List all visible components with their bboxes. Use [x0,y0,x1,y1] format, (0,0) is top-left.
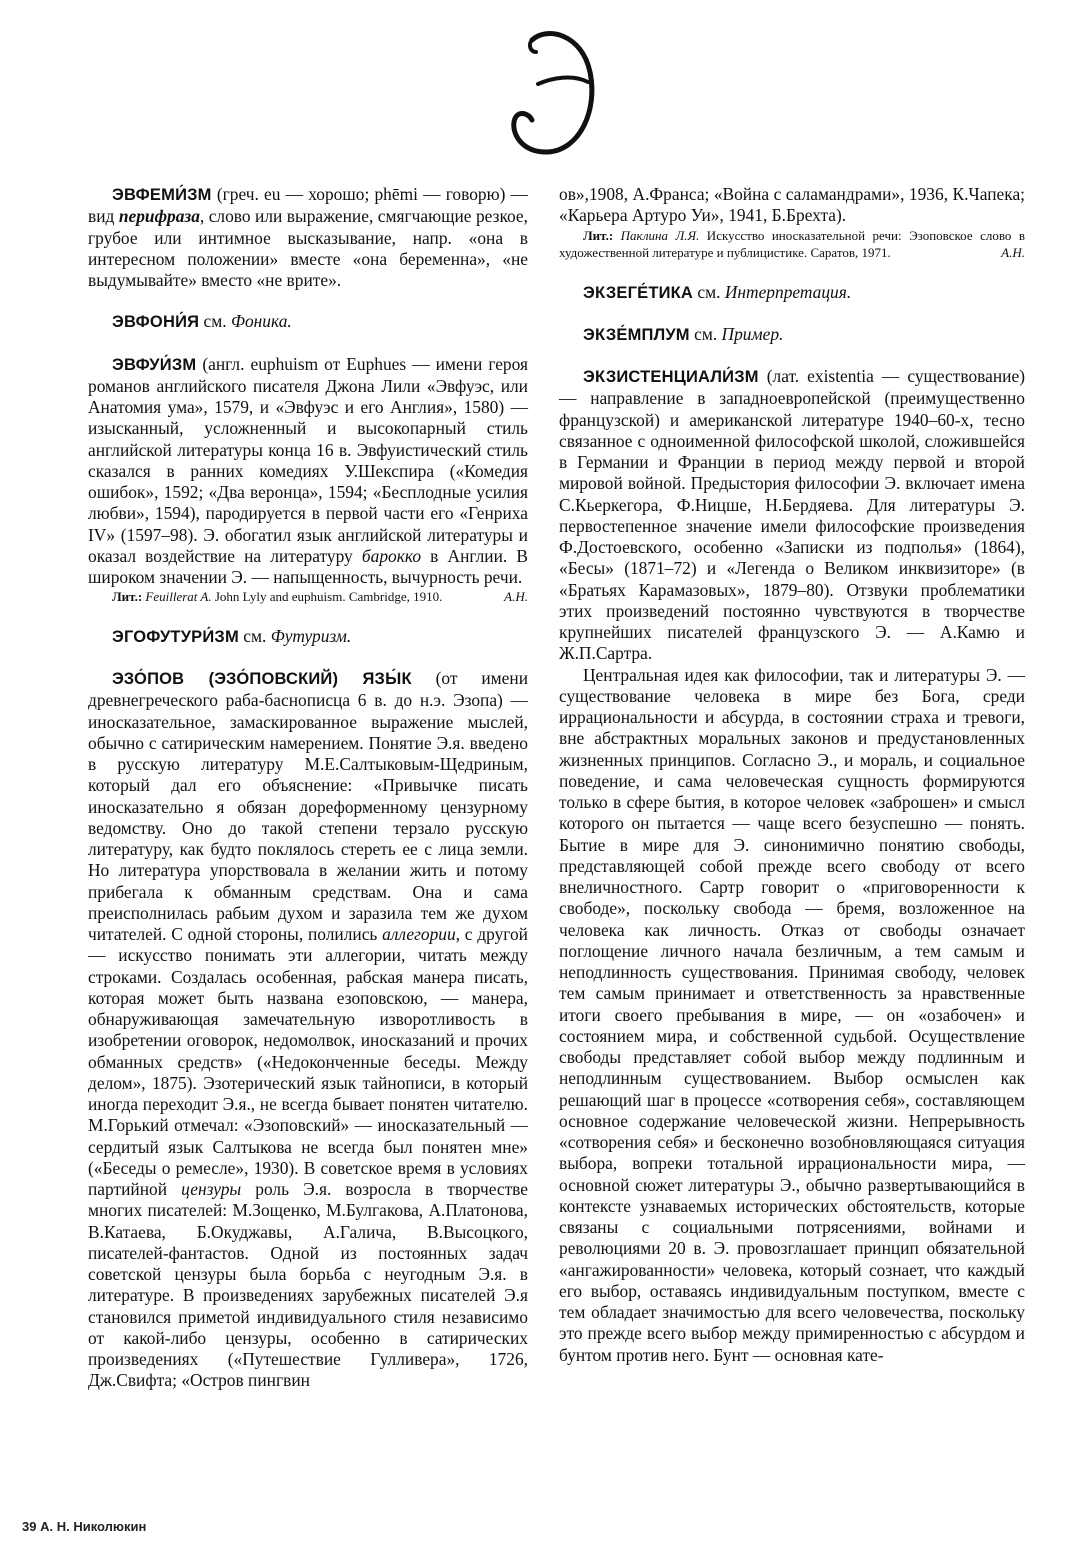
cross-ref: аллегории [382,924,456,944]
footer-author: А. Н. Николюкин [40,1519,147,1534]
entry-evfonia: ЭВФОНИ́Я см. Фоника. [112,311,292,332]
headword: ЭВФЕМИ́ЗМ [112,186,212,204]
headword: ЭГОФУТУРИ́ЗМ [112,627,239,646]
see-reference: Футуризм. [270,625,352,646]
see-reference: Интерпретация. [724,281,852,302]
entry-evfuizm: ЭВФУИ́ЗМ (англ. euphuism от Euphues — имени героя романов английского писателя Джона Лили «Эвфуэс, или Анатомия ума», 1579, и «Эвфуэс и его Англия», 1580) — изысканный, усложненный и высокопарный стиль английской литературы конца 16 в. Эвфуистический стиль сказался в ранних комедиях У.Шекспира («Комедия ошибок», 1592; «Два веронца», 1594; «Бесплодные усилия любви», 1594), пародируется в первой части его «Генриха IV» (1597–98). Э. обогатил язык английской литературы и оказал воздействие на литературу барокко в Англии. В широком значении Э. — напыщенность, вычурность речи. [88,353,529,587]
headword: ЭКЗИСТЕНЦИАЛИ́ЗМ [583,368,759,386]
entry-ezopov-yazyk: ЭЗО́ПОВ (ЭЗО́ПОВСКИЙ) ЯЗЫ́К (от имени древнегреческого раба-баснописца 6 в. до н.э. Эзопа) — иносказательное, замаскированное выражение мыслей, обычно с сатирическим намерением. Понятие Э.я. введено в русскую литературу М.Е.Салтыковым-Щедриным, который дал его объяснение: «Привычке писать иносказательно я обязан дореформенному цензурному ведомству. Оно до такой степени терзало русскую литературу, как будто поклялось стереть ее с лица земли. Но литература упорствовала в желании жить и потому прибегала к обманным средствам. Она и сама преисполнилась рабьим духом и заразила тем же духом читателей. С одной стороны, полились аллегории, с другой — искусство понимать эти аллегории, читать между строками. Создалась особенная, рабская манера писать, которая может быть названа езоповскою, — манера, обнаруживающая замечательную изворотливость в изобретении оговорок, недомолвок, иносказаний и прочих обманных средств» («Недоконченные беседы. Между делом», 1875). Эзотерический язык тайнописи, в который иногда переходит Э.я., не всегда бывает понятен читателю. М.Горький отмечал: «Эзоповский» — иносказательный — сердитый язык Салтыкова не всегда был понятен мне» («Беседы о ремесле», 1930). В советское время в условиях партийной цензуры роль Э.я. возросла в творчестве многих писателей: М.Зощенко, М.Булгакова, А.Платонова, В.Катаева, Б.Окуджавы, А.Галича, В.Высоцкого, писателей-фантастов. Одной из постоянных задач советской цензуры была борьба с неугодным Э.я. в литературе. В произведениях зарубежных писателей Э.я становился приметой индивидуального стиля независимо от какой-либо цензуры, особенно в сатирических произведениях («Путешествие Гулливера», 1726, Дж.Свифта; «Остров пингвин [88,668,529,1391]
entry-ekzistencializm: ЭКЗИСТЕНЦИАЛИ́ЗМ (лат. existentia — существование) — направление в западноевропейской (преимущественно французской) и американской литературе 1940–60-х, тесно связанное с одноименной философской школой, сложившейся в Германии и Франции в период между первой и второй мировой войной. Предыстория философии Э. включает имена С.Кьеркегора, Ф.Ницше, Н.Бердяева. Для литературы Э. первостепенное значение имели философские произведения Ф.Достоевского, особенно «Записки из подполья» (1864), «Бесы» (1871–72) и «Легенда о Великом инквизиторе» (в «Братьях Карамазовых», 1879–80). Отзвуки проблематики этих произведений постоянно чувствуются в творчестве крупнейших писателей французского Э. — А.Камю и Ж.П.Сартра. [559,366,1025,664]
author-signature: А.Н. [1001,245,1025,260]
see-reference: Фоника. [230,311,292,332]
literature-note: Лит.: Feuillerat A. John Lyly and euphuism. Cambridge, 1910. А.Н. [112,589,528,605]
entry-egofuturizm: ЭГОФУТУРИ́ЗМ см. Футуризм. [112,625,352,646]
right-column [559,184,1025,1366]
page-number: 39 [22,1519,37,1534]
headword: ЭВФУИ́ЗМ [112,355,197,374]
headword: ЭКЗЕГЕ́ТИКА [583,283,694,302]
headword: ЭЗО́ПОВ (ЭЗО́ПОВСКИЙ) ЯЗЫ́К [112,670,412,688]
headword: ЭВФОНИ́Я [112,313,200,332]
section-letter [502,12,602,162]
headword: ЭКЗЕ́МПЛУМ [583,325,690,344]
left-column [88,184,528,1392]
author-signature: А.Н. [504,589,528,605]
entry-ezopov-continued: ов»,1908, А.Франса; «Война с саламандрами», 1936, К.Чапека; «Карьера Артуро Уи», 1941, Б.Брехта). [559,184,1025,226]
section-letter-glyph [502,12,602,162]
literature-note: Лит.: Паклина Л.Я. Искусство иносказательной речи: Эзоповское слово в художественной литературе и публицистике. Саратов, 1971. А.Н. [559,227,1025,260]
see-reference: Пример. [721,323,784,344]
cross-ref: барокко [361,545,422,566]
entry-evfemizm: ЭВФЕМИ́ЗМ (греч. eu — хорошо; phēmi — говорю) — вид перифраза, слово или выражение, смягчающие резкое, грубое или интимное высказывание, напр. «она в интересном положении» вместе «она беременна», «не выдумывайте» вместо «не врите». [88,184,528,290]
entry-ekzegetika: ЭКЗЕГЕ́ТИКА см. Интерпретация. [583,281,852,302]
page-footer [22,1519,146,1534]
cross-ref: цензуры [181,1179,242,1199]
cross-ref: перифраза [118,206,200,227]
entry-ekzistencializm-paragraph-2: Центральная идея как философии, так и литературы Э. — существование человека в мире без Бога, среди иррациональности и абсурда, в состоянии страха и тревоги, вне абстрактных моральных законов и предустановленных жизненных принципов. Согласно Э., и мораль, и социальное поведение, и сама человеческая сущность формируются только в сфере бытия, в которое человек «заброшен» и смысл которого он пытается — чаще всего безуспешно — понять. Бытие в мире для Э. синонимично понятию свободы, представляющей собой прежде всего свободу от всего внеличностного. Сартр говорит о «приговоренности к свободе», поскольку свобода — бремя, возложенное на человека как личность. Отказ от свободы означает поглощение личного начала безличным, а тем самым и неподлинность существования. Принимая свободу, человек тем самым принимает и ответственность за нравственные итоги своего пребывания в мире, — он «озабочен» и состоянием мира, и собственной судьбой. Осуществление свободы представляет собой выбор между подлинным и неподлинным существованием. Выбор осмыслен как решающий шаг в процессе «сотворения себя», составляющем основное содержание человеческой жизни. Непрерывность «сотворения себя» и бесконечно возобновляющаяся ситуация выбора, вопреки тотальной иррациональности мира, — основной сюжет литературы Э., обычно развертывающийся в контексте узнаваемых исторических обстоятельств, которые связаны с социальными потрясениями, войнами и революциями 20 в. Э. провозглашает принцип обязательной «ангажированности» человека, который сознает, что каждый его выбор, оставаясь индивидуальным поступком, вместе с тем обладает значимостью для всего человечества, поскольку это прежде всего выбор между примиренностью с абсурдом и бунтом против него. Бунт — основная кате- [559,664,1025,1365]
entry-ekzemplum: ЭКЗЕ́МПЛУМ см. Пример. [583,323,784,344]
